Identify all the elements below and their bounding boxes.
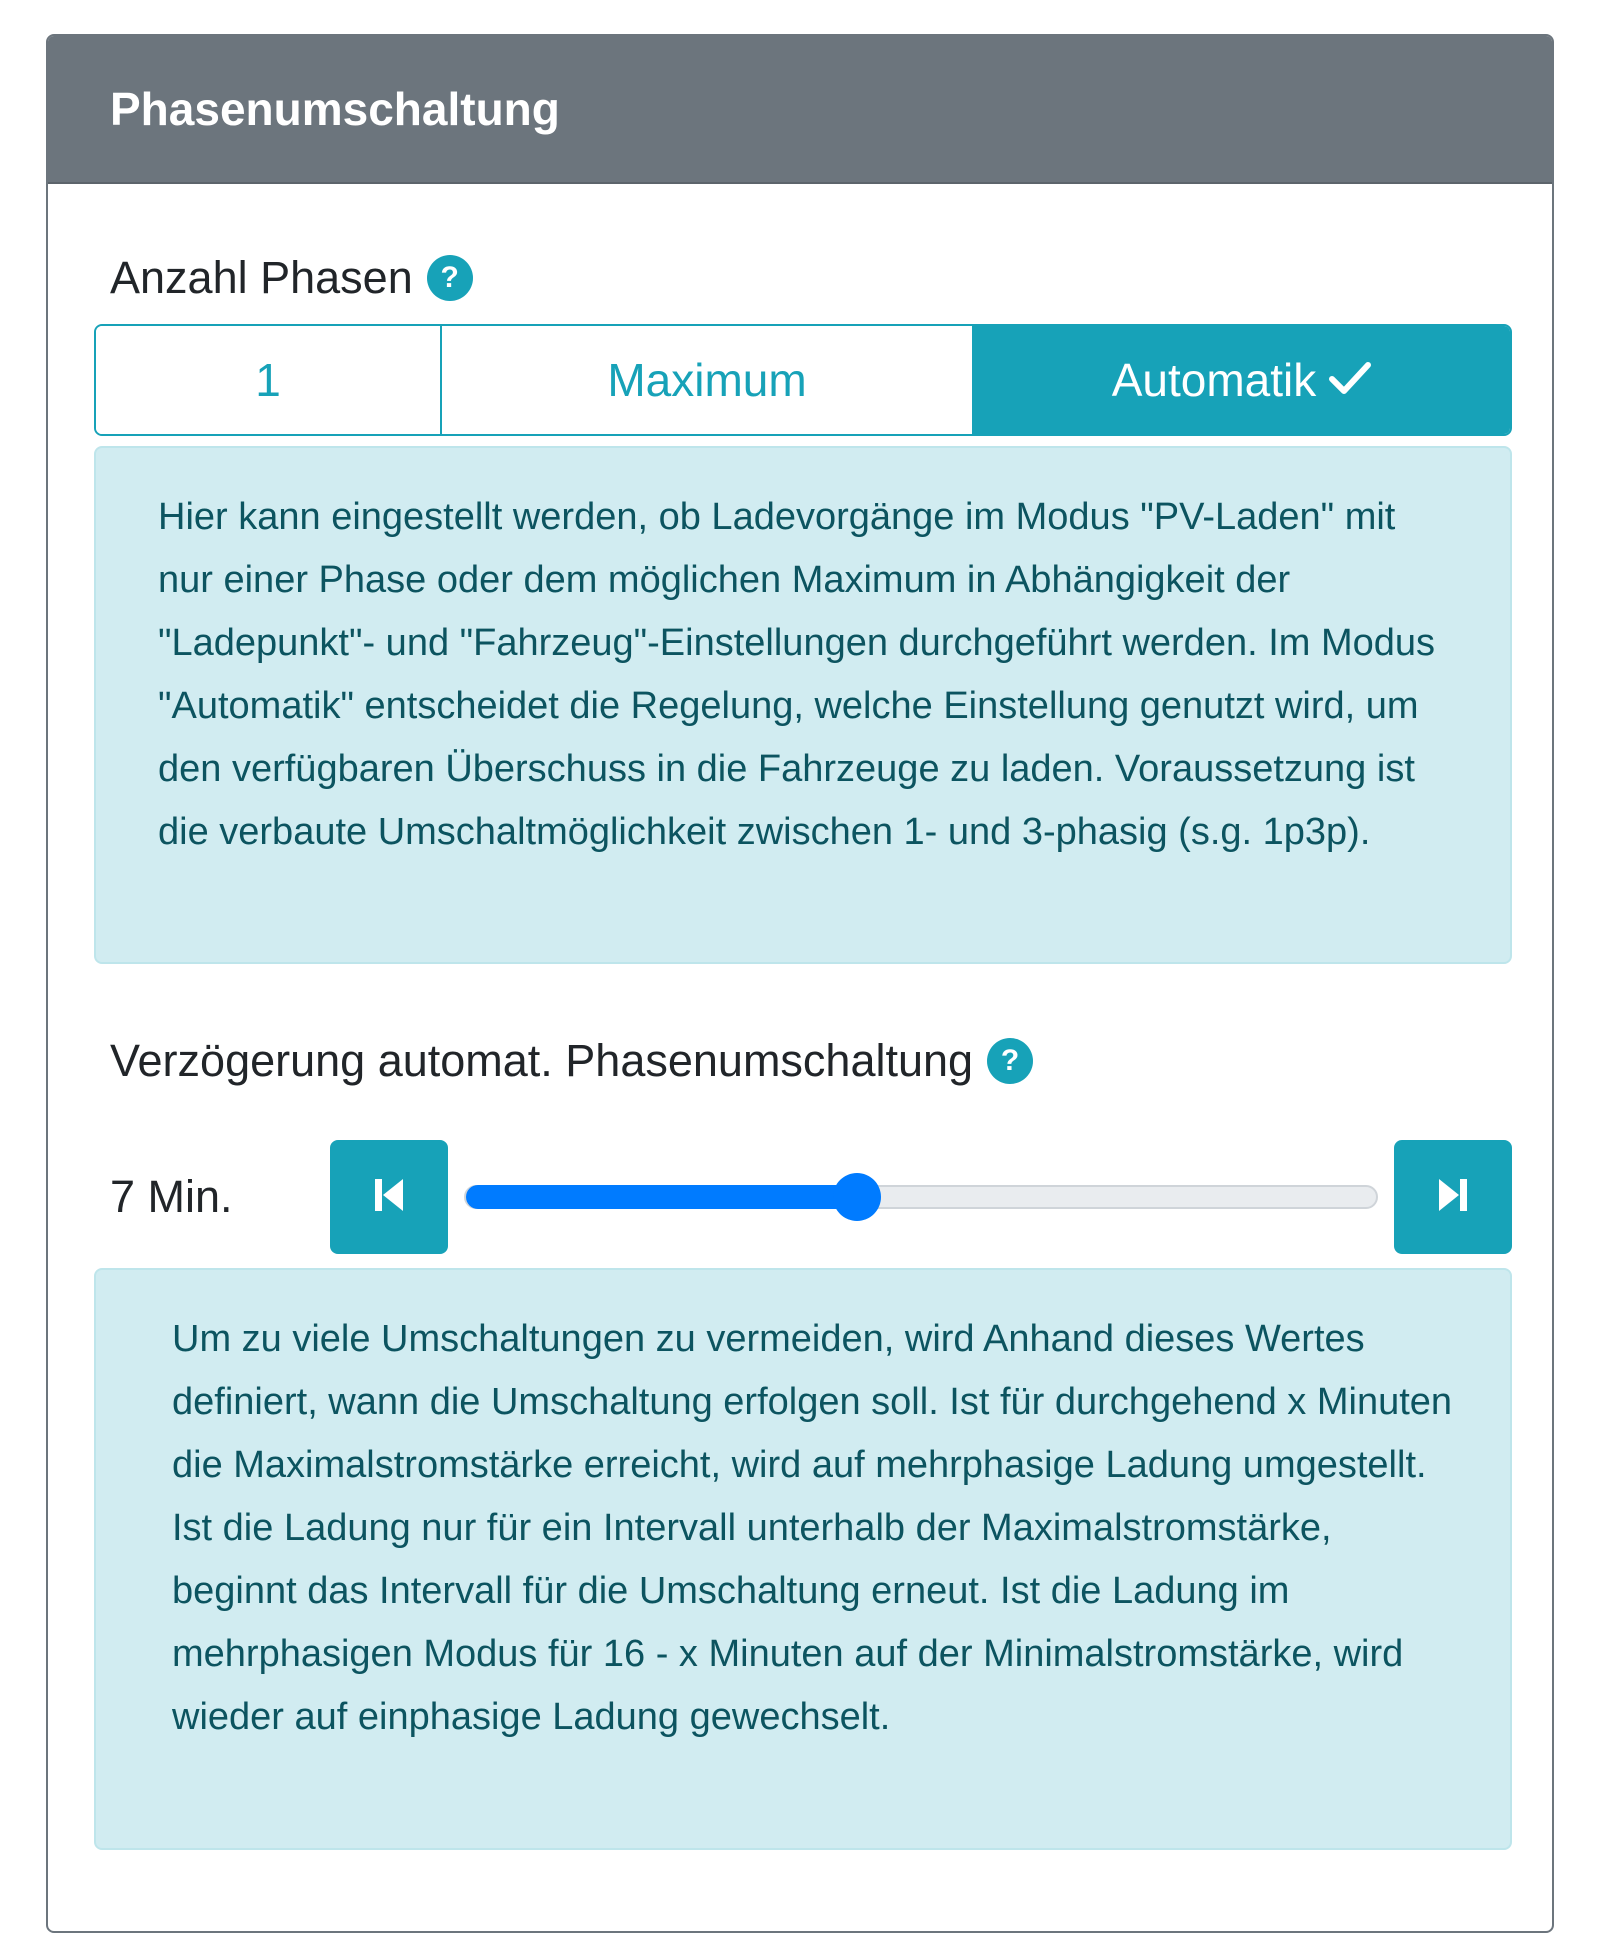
delay-slider[interactable] — [464, 1185, 1378, 1209]
phase-option-maximum-label: Maximum — [607, 354, 807, 406]
phases-info-text: Hier kann eingestellt werden, ob Ladevorgänge im Modus "PV-Laden" mit nur einer Phase oder dem möglichen Maximum in Abhängigkeit der "Ladepunkt"- und "Fahrzeug"-Einstellungen durchgeführt werden. Im Modus "Automatik" entscheidet die Regelung, welche Einstellung genutzt wird, um den verfügbaren Überschuss in die Fahrzeuge zu laden. Voraussetzung ist die verbaute Umschaltmöglichkeit zwischen 1- und 3-phasig (s.g. 1p3p). — [158, 496, 1436, 853]
question-circle-icon[interactable]: ? — [987, 1038, 1033, 1084]
question-circle-icon[interactable]: ? — [427, 255, 473, 301]
phases-info-box — [94, 446, 1512, 964]
delay-label: Verzögerung automat. Phasenumschaltung — [110, 1035, 974, 1086]
delay-slider-fill — [466, 1185, 857, 1209]
phase-option-automatik-label: Automatik — [1111, 354, 1317, 406]
skip-forward-icon — [1435, 1175, 1471, 1220]
phase-option-1-button[interactable] — [96, 326, 440, 434]
phases-label-row — [110, 252, 473, 304]
skip-backward-icon — [371, 1175, 407, 1220]
phase-option-1-label: 1 — [255, 354, 281, 406]
phases-button-group — [94, 324, 1512, 436]
phase-option-automatik-button[interactable] — [972, 326, 1510, 434]
phases-label: Anzahl Phasen — [110, 252, 413, 303]
decrement-button[interactable] — [330, 1140, 448, 1254]
checkmark-icon — [1328, 353, 1372, 407]
phase-switch-card — [46, 34, 1554, 1933]
card-title: Phasenumschaltung — [110, 83, 560, 135]
delay-slider-thumb[interactable] — [833, 1173, 881, 1221]
delay-label-row — [110, 1035, 1033, 1087]
delay-value: 7 Min. — [110, 1171, 233, 1222]
delay-info-text: Um zu viele Umschaltungen zu vermeiden, wird Anhand dieses Wertes definiert, wann die Umschaltung erfolgen soll. Ist für durchgehend x Minuten die Maximalstromstärke erreicht, wird auf mehrphasige Ladung umgestellt. Ist die Ladung nur für ein Intervall unterhalb der Maximalstromstärke, beginnt das Intervall für die Umschaltung erneut. Ist die Ladung im mehrphasigen Modus für 16 - x Minuten auf der Minimalstromstärke, wird wieder auf einphasige Ladung gewechselt. — [172, 1318, 1453, 1738]
increment-button[interactable] — [1394, 1140, 1512, 1254]
delay-info-box — [94, 1268, 1512, 1850]
phase-option-maximum-button[interactable] — [440, 326, 972, 434]
card-header — [48, 36, 1552, 184]
delay-range-row — [48, 1140, 1554, 1254]
